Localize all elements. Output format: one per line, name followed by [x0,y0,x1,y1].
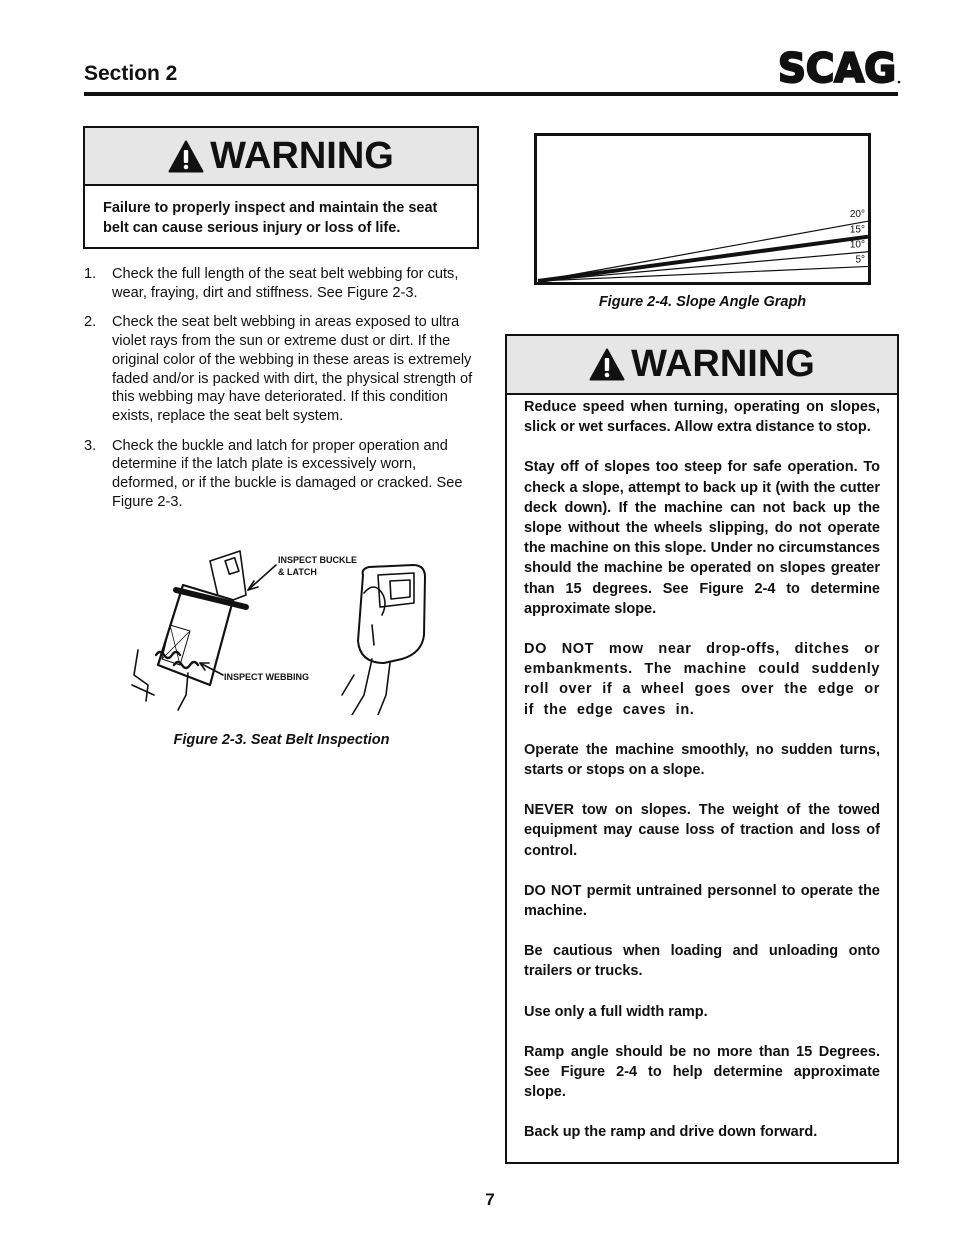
slope-label-20: 20° [849,209,865,221]
section-title: Section 2 [84,62,178,85]
warning-paragraph: Use only a full width ramp. [524,1003,708,1020]
step-item [84,265,479,302]
page-number: 7 [485,1190,495,1209]
warning-triangle-icon [589,348,625,381]
warning-paragraph: NEVER tow on slopes. The weight of the towed equipment may cause loss of traction and loss of control. [524,802,880,859]
slope-label-10: 10° [849,239,865,251]
figure-caption-seat-belt: Figure 2-3. Seat Belt Inspection [173,732,390,748]
warning-text: Failure to properly inspect and maintain the seat belt can cause serious injury or loss of life. [103,200,438,236]
brand-logo-text: SCAG [778,46,896,88]
step-number: 3. [84,437,97,454]
brand-logo [778,44,902,88]
step-text: Check the full length of the seat belt webbing for cuts, wear, fraying, dirt and stiffness. See Figure 2-3. [112,266,459,301]
callout-line: INSPECT BUCKLE [278,555,358,565]
header-rule [84,92,898,96]
slope-label-5: 5° [855,254,865,266]
warning-title: WARNING [210,134,394,177]
warning-paragraph: DO NOT permit untrained personnel to operate the machine. [524,882,880,920]
slope-warning-box [505,334,899,1164]
warning-paragraph: Stay off of slopes too steep for safe operation. To check a slope, attempt to back up it (with the cutter deck down). If the machine can not back up the slope without the wheels slipping, do not operate the machine on this slope. Under no circumstances should the machine be operated on slopes greater than 15 degrees. See Figure 2-4 to determine approximate slope. [524,459,880,617]
warning-paragraph: Operate the machine smoothly, no sudden turns, starts or stops on a slope. [524,741,880,779]
callout-inspect-buckle [278,554,357,578]
callout-inspect-webbing: INSPECT WEBBING [224,672,310,682]
warning-header [85,128,477,186]
step-item [84,313,479,425]
warning-paragraph: Ramp angle should be no more than 15 Degrees. See Figure 2-4 to help determine approximate slope. [524,1043,880,1101]
step-number: 1. [84,266,97,282]
warning-title: WARNING [631,343,815,385]
warning-body [507,395,897,1143]
warning-paragraph: Be cautious when loading and unloading onto trailers or trucks. [524,943,880,980]
warning-paragraph: Back up the ramp and drive down forward. [524,1124,818,1141]
step-text: Check the buckle and latch for proper operation and determine if the latch plate is excessively worn, deformed, or if the buckle is damaged or cracked. See Figure 2-3. [112,437,463,510]
figure-caption-slope: Figure 2-4. Slope Angle Graph [598,294,807,310]
slope-angle-graph [534,133,871,285]
warning-paragraph: DO NOT mow near drop-offs, ditches or embankments. The machine could suddenly roll over if a wheel goes over the edge or if the edge caves in. [524,641,880,718]
warning-triangle-icon [168,140,204,173]
seat-belt-warning-box [83,126,479,249]
slope-label-15: 15° [849,224,865,236]
step-text: Check the seat belt webbing in areas exposed to ultra violet rays from the sun or extreme dust or dirt. If the original color of the webbing in these areas is extremely faded and/or is packed with dirt, the physical strength of this webbing may have deteriorated. If this condition exists, replace the seat belt system. [112,314,473,424]
inspection-steps [84,265,479,522]
graph-frame [536,135,870,284]
step-number: 2. [84,314,97,331]
warning-header [507,336,897,395]
callout-line: & LATCH [278,567,317,577]
warning-paragraph: Reduce speed when turning, operating on slopes, slick or wet surfaces. Allow extra distance to stop. [524,399,880,436]
step-item [84,437,479,512]
